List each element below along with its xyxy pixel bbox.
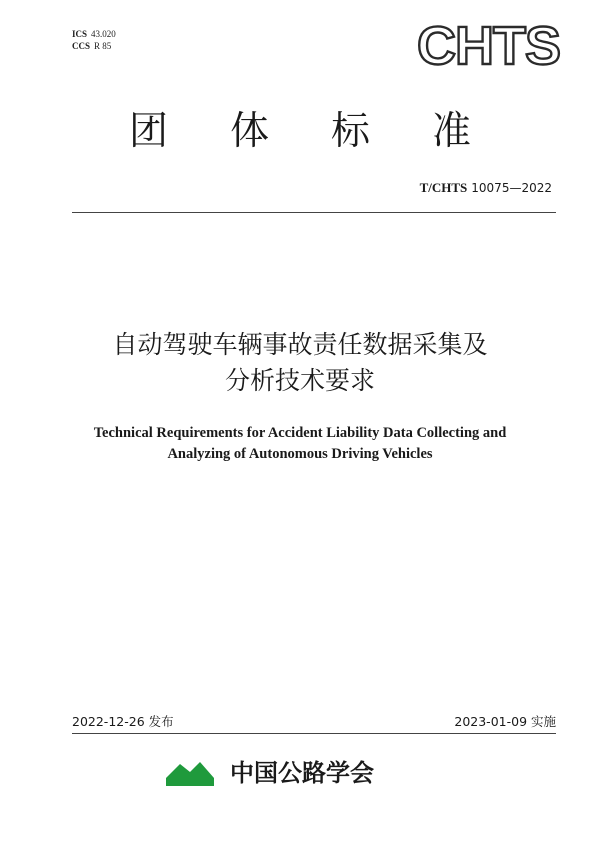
top-divider [72, 212, 556, 213]
standard-code: 10075—2022 [471, 181, 552, 195]
standard-prefix: T/CHTS [419, 180, 468, 195]
publisher-logo-icon [166, 756, 214, 786]
chts-logo: CHTS [417, 16, 560, 76]
chinese-title-line-1: 自动驾驶车辆事故责任数据采集及 [112, 330, 488, 359]
classification-codes [72, 28, 116, 52]
chinese-title [0, 327, 600, 399]
standard-number [420, 180, 552, 196]
ccs-label: CCS [72, 41, 91, 51]
ics-value: 43.020 [91, 29, 116, 39]
english-title-line-2: Analyzing of Autonomous Driving Vehicles [167, 446, 433, 462]
issue-date: 2022-12-26 发布 [72, 714, 174, 729]
ics-label: ICS [72, 29, 88, 39]
ccs-code [72, 40, 116, 52]
effective-date: 2023-01-09 实施 [454, 714, 556, 729]
ics-code [72, 28, 116, 40]
ccs-value: R 85 [94, 41, 112, 51]
english-title [0, 423, 600, 465]
standard-kind-title: 团体标准 [128, 109, 533, 154]
publisher-name: 中国公路学会 [230, 759, 374, 787]
english-title-line-1: Technical Requirements for Accident Liability Data Collecting and [93, 425, 507, 441]
bottom-divider [72, 733, 556, 734]
chinese-title-line-2: 分析技术要求 [224, 366, 375, 395]
